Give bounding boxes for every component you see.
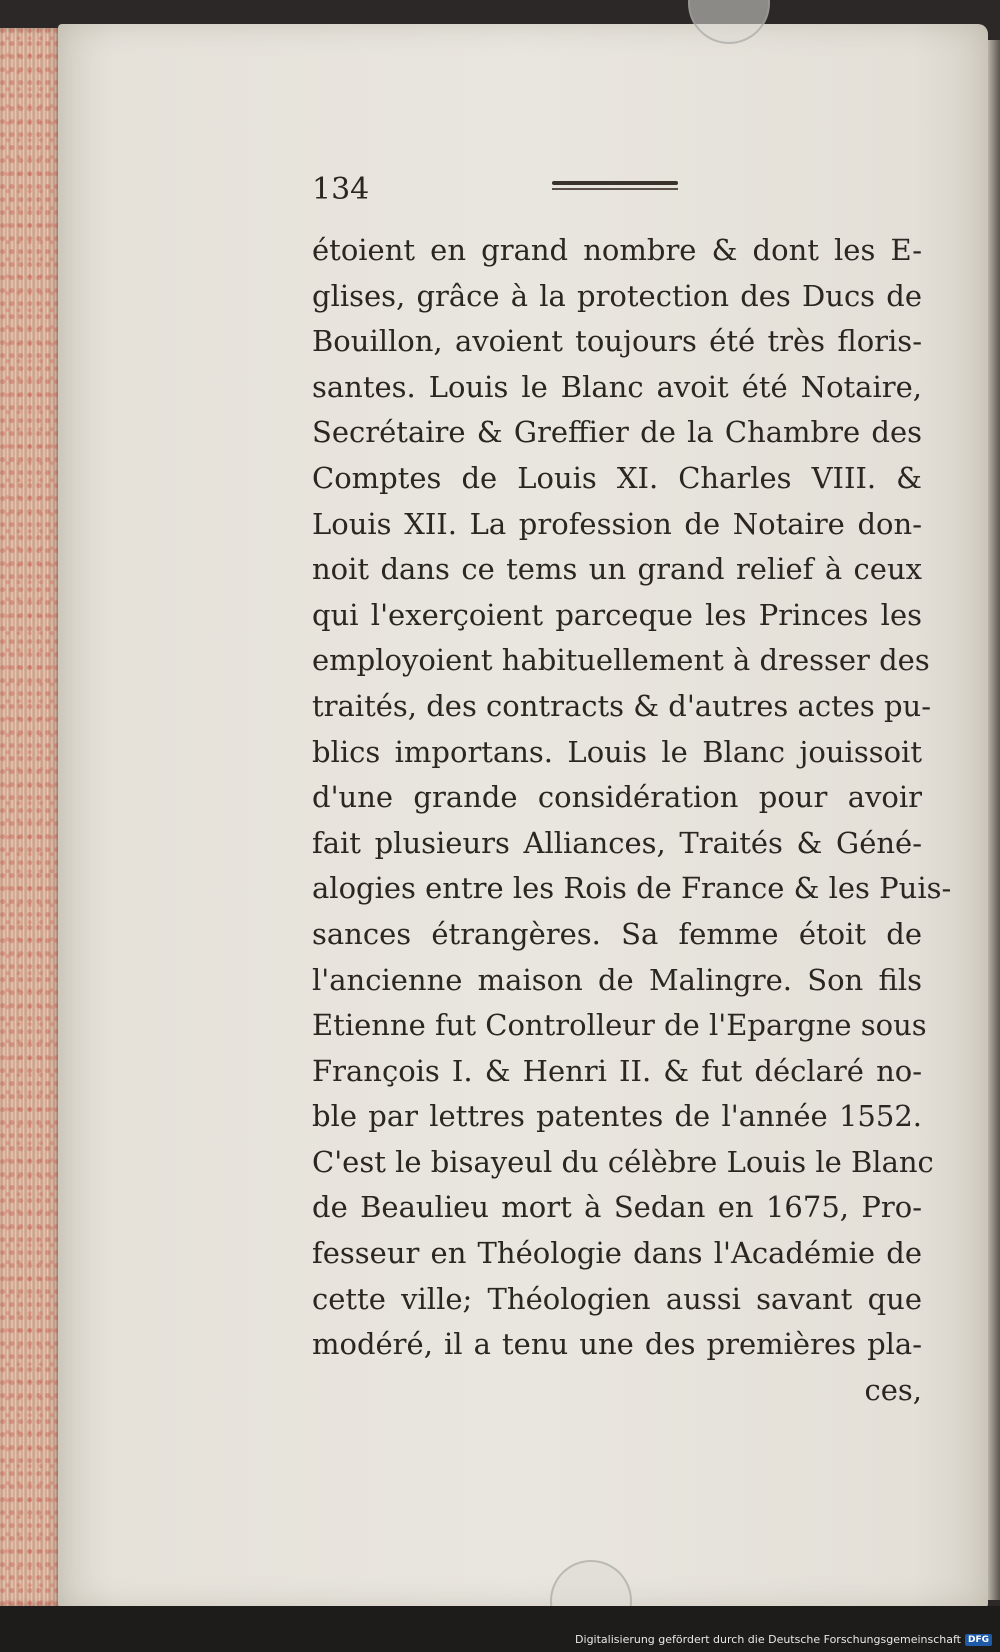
text-line: noit dans ce tems un grand relief à ceux xyxy=(312,552,922,587)
text-line: fait plusieurs Alliances, Traités & Géné- xyxy=(312,825,922,860)
text-line: Comptes de Louis XI. Charles VIII. & xyxy=(312,460,922,495)
text-line: modéré, il a tenu une des premières pla- xyxy=(312,1327,922,1362)
text-line: Etienne fut Controlleur de l'Epargne sous xyxy=(312,1008,927,1043)
text-line: santes. Louis le Blanc avoit été Notaire, xyxy=(312,369,922,404)
dfg-logo-icon: DFG xyxy=(965,1634,992,1646)
text-line: fesseur en Théologie dans l'Académie de xyxy=(312,1236,922,1271)
digitization-credit-text: Digitalisierung gefördert durch die Deutsche Forschungsgemeinschaft xyxy=(575,1633,961,1646)
text-line: glises, grâce à la protection des Ducs de xyxy=(312,278,922,313)
text-line: étoient en grand nombre & dont les E- xyxy=(312,233,922,267)
catchword: ces, xyxy=(864,1373,922,1407)
text-line: Secrétaire & Greffier de la Chambre des xyxy=(312,415,922,450)
text-line: Louis XII. La profession de Notaire don- xyxy=(312,506,922,541)
page-edge-stack xyxy=(0,28,62,1606)
text-line: C'est le bisayeul du célèbre Louis le Blanc xyxy=(312,1144,934,1179)
text-line: alogies entre les Rois de France & les Puis- xyxy=(312,871,952,906)
text-line: employoient habituellement à dresser des xyxy=(312,643,930,678)
page-number: 134 xyxy=(312,172,370,207)
header-rule xyxy=(552,181,678,185)
body-text xyxy=(312,228,952,1368)
text-line: sances étrangères. Sa femme étoit de xyxy=(312,916,922,951)
binding-edge xyxy=(988,40,1000,1600)
text-line: traités, des contracts & d'autres actes pu- xyxy=(312,688,932,723)
digitization-credit xyxy=(575,1633,992,1646)
text-line: Bouillon, avoient toujours été très floris- xyxy=(312,324,922,359)
text-line: cette ville; Théologien aussi savant que xyxy=(312,1281,922,1316)
text-line: ble par lettres patentes de l'année 1552. xyxy=(312,1099,922,1134)
text-line: de Beaulieu mort à Sedan en 1675, Pro- xyxy=(312,1190,922,1225)
text-line: l'ancienne maison de Malingre. Son fils xyxy=(312,962,922,997)
text-line: d'une grande considération pour avoir xyxy=(312,780,922,815)
text-line: François I. & Henri II. & fut déclaré no- xyxy=(312,1053,922,1088)
text-line: blics importans. Louis le Blanc jouissoit xyxy=(312,734,922,769)
text-line: qui l'exerçoient parceque les Princes les xyxy=(312,597,922,632)
